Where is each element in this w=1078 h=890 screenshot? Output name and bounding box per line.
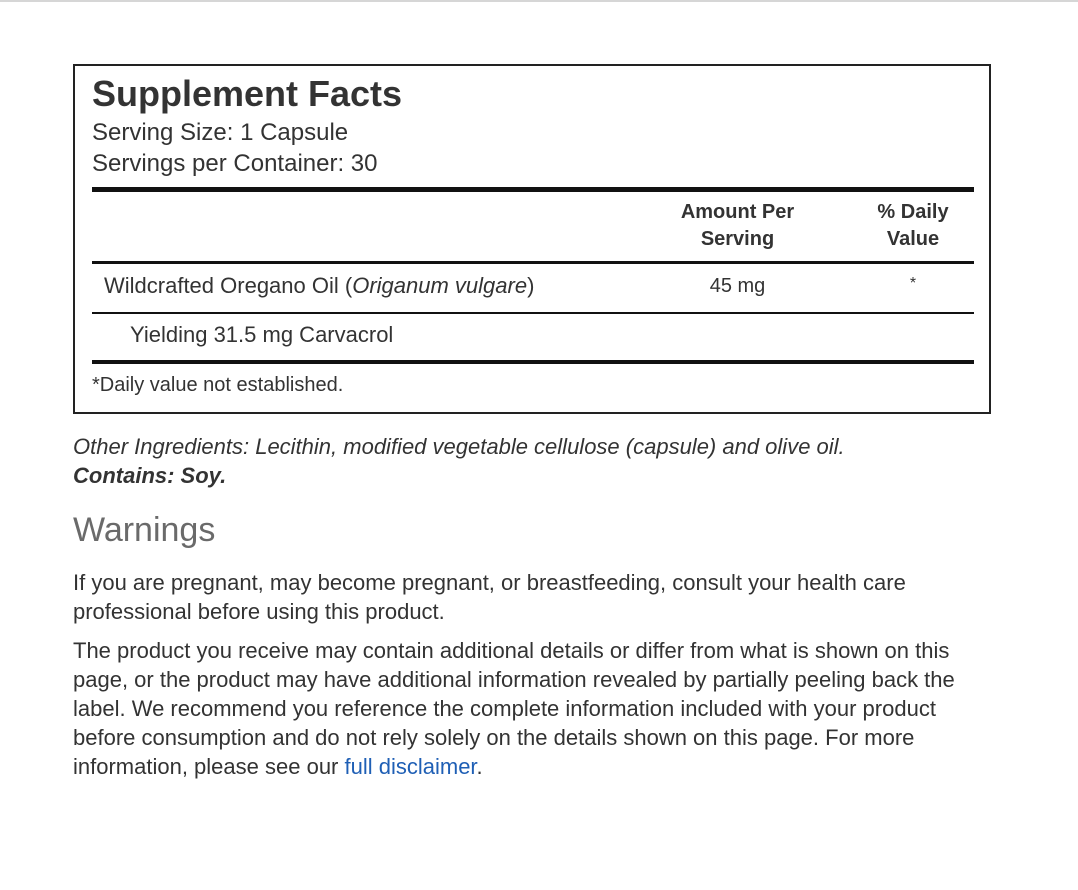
- supplement-facts-panel: [73, 64, 991, 414]
- disclaimer-text: The product you receive may contain additional details or differ from what is shown on this page, or the product may have additional information revealed by partially peeling back the label. We recommend you reference the complete information included with your product before consumption and do not rely solely on the details shown on this page. For more information, please see our: [73, 638, 955, 779]
- ingredient-name-suffix: ): [527, 273, 535, 298]
- daily-value-header: [843, 199, 983, 253]
- other-ingredients-text: Other Ingredients: Lecithin, modified vegetable cellulose (capsule) and olive oil.: [73, 434, 845, 459]
- ingredient-name-prefix: Wildcrafted Oregano Oil (: [104, 273, 353, 298]
- warning-paragraph: If you are pregnant, may become pregnant, or breastfeeding, consult your health care professional before using this product.: [73, 570, 906, 624]
- header-divider: [92, 261, 974, 264]
- other-ingredients: [73, 432, 1003, 490]
- ingredient-latin-name: Origanum vulgare: [352, 273, 528, 298]
- disclaimer-end: .: [476, 754, 483, 779]
- disclaimer-paragraph: [73, 636, 998, 781]
- full-disclaimer-link[interactable]: full disclaimer: [344, 754, 477, 779]
- daily-value-header-line1: % Daily: [877, 201, 949, 223]
- serving-size: Serving Size: 1 Capsule: [92, 119, 349, 146]
- ingredient-daily-value-oregano-oil: *: [909, 275, 917, 292]
- ingredient-name-carvacrol: Yielding 31.5 mg Carvacrol: [130, 322, 394, 347]
- supplement-facts-title: Supplement Facts: [92, 73, 403, 114]
- top-divider: [0, 0, 1078, 2]
- amount-header-line2: Serving: [700, 228, 775, 250]
- contains-allergen: Contains: Soy.: [73, 463, 227, 488]
- ingredient-amount-oregano-oil: 45 mg: [709, 275, 766, 297]
- row-divider: [92, 312, 974, 314]
- servings-per-container: Servings per Container: 30: [92, 150, 378, 177]
- ingredient-name-oregano-oil: [104, 272, 534, 300]
- footer-divider: [92, 360, 974, 364]
- daily-value-header-line2: Value: [886, 228, 940, 250]
- amount-header-line1: Amount Per: [680, 201, 795, 223]
- amount-per-serving-header: [655, 199, 820, 253]
- thick-divider: [92, 187, 974, 192]
- warnings-heading: Warnings: [73, 511, 216, 549]
- daily-value-footnote: *Daily value not established.: [92, 374, 344, 396]
